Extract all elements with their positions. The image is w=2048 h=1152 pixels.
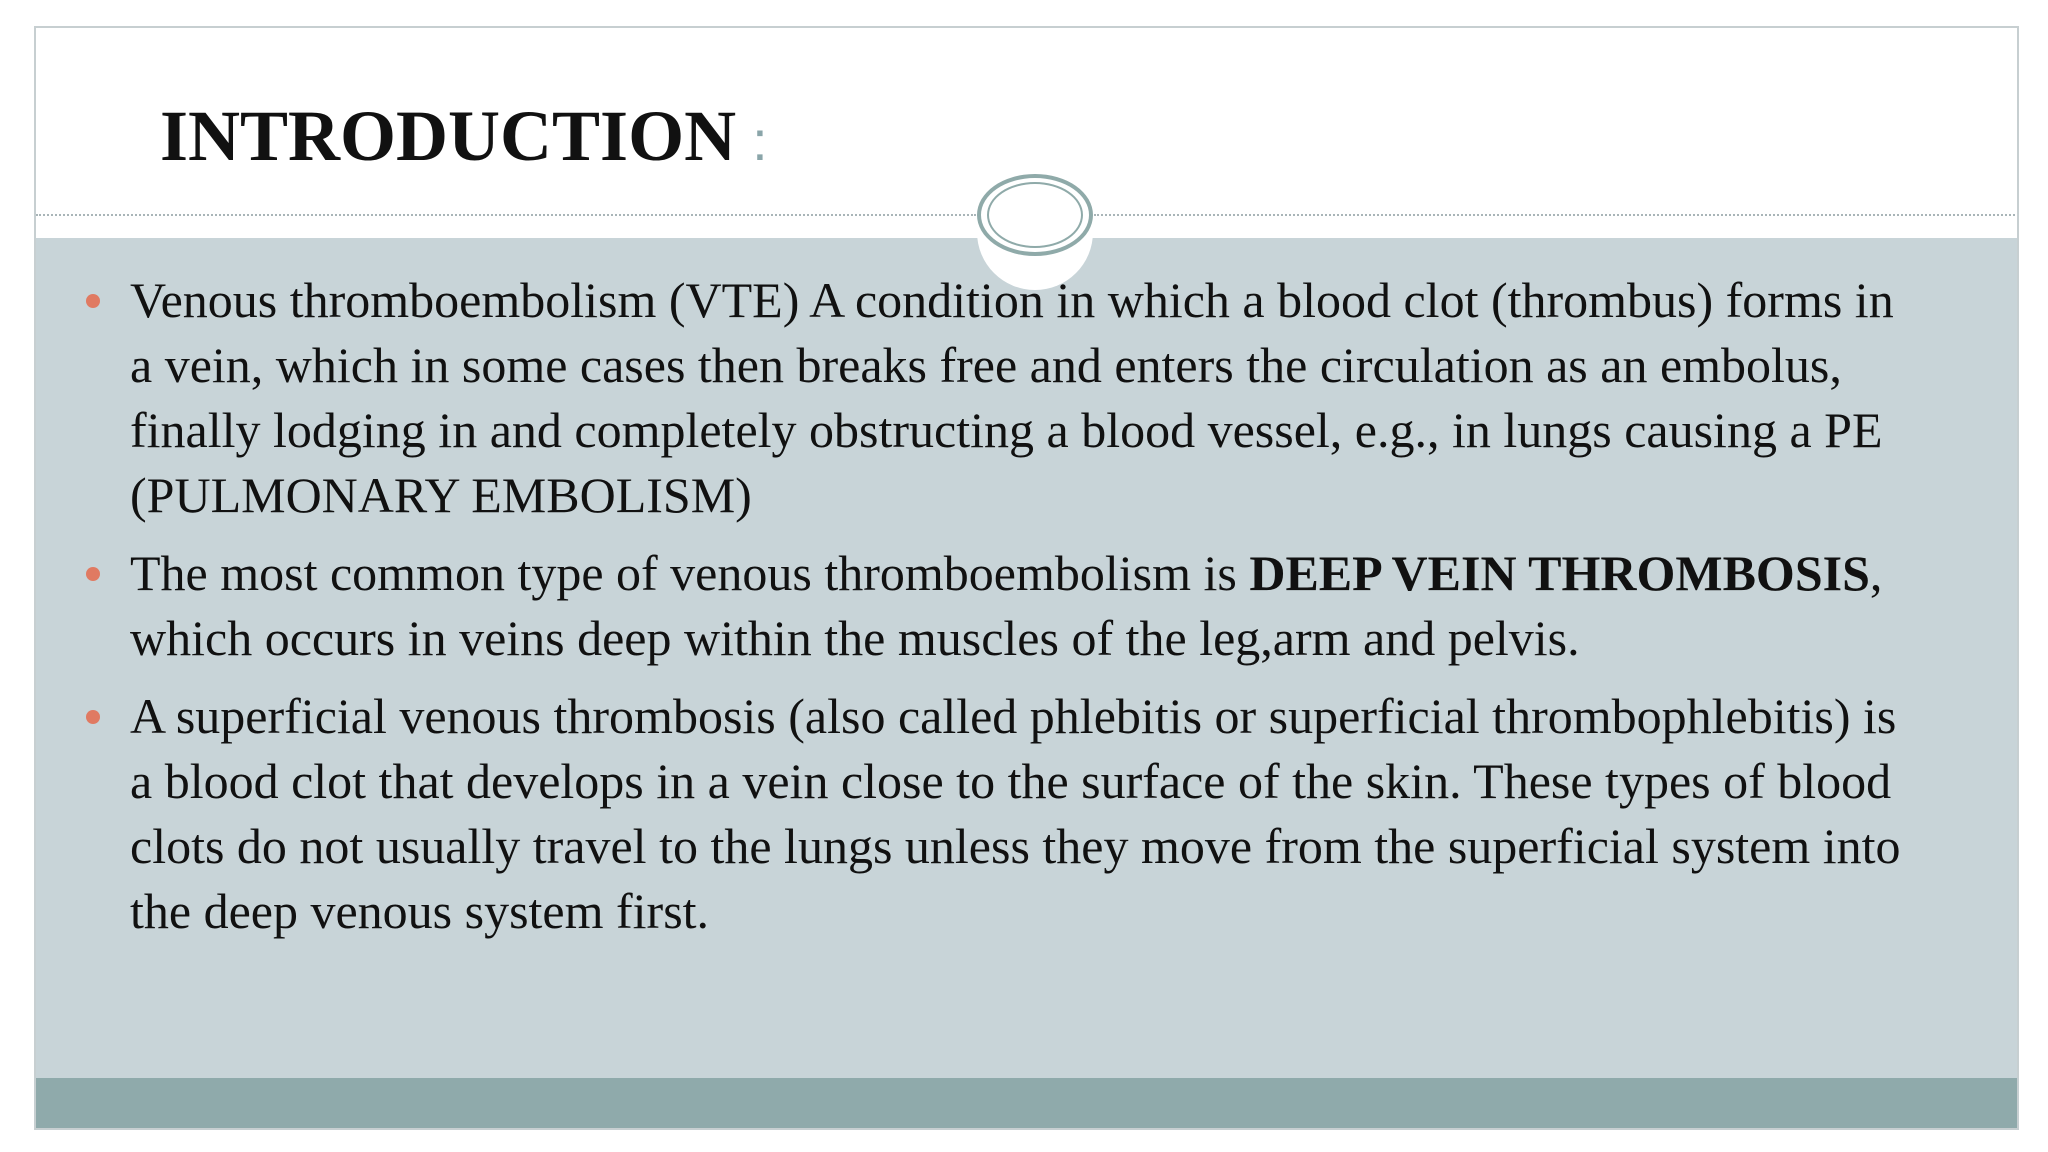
bullet-dot-icon — [86, 294, 100, 308]
bullet-text: Venous thromboembolism (VTE) A condition in which a blood clot (thrombus) forms in a vein, which in some cases then breaks free and enters the circulation as an embolus, finally lodging in and completely obstructing a blood vessel, e.g., in lungs causing a PE (PULMONARY EMBOLISM) — [130, 272, 1894, 523]
bullet-text-after: , which occurs in veins deep within the muscles of the leg,arm and pelvis. — [130, 545, 1883, 666]
bullet-item-dvt — [36, 541, 1916, 671]
bullet-text-before: The most common type of venous thromboembolism is — [130, 545, 1250, 601]
bullet-text: A superficial venous thrombosis (also called phlebitis or superficial thrombophlebitis) is a blood clot that develops in a vein close to the surface of the skin. These types of blood clots do not usually travel to the lungs unless they move from the superficial system into the deep venous system first. — [130, 688, 1901, 939]
title-colon: : — [752, 109, 768, 172]
bullet-list — [36, 268, 2017, 957]
bullet-item-vte — [36, 268, 1916, 528]
divider-line-left — [36, 214, 976, 216]
bullet-item-superficial — [36, 684, 1916, 944]
ring-ornament-inner-icon — [987, 182, 1083, 248]
bullet-text-bold: DEEP VEIN THROMBOSIS — [1249, 545, 1870, 601]
divider-line-right — [1094, 214, 2019, 216]
slide-title — [160, 96, 768, 176]
bullet-dot-icon — [86, 567, 100, 581]
title-text: INTRODUCTION — [160, 96, 737, 176]
bullet-dot-icon — [86, 710, 100, 724]
footer-band — [36, 1078, 2017, 1130]
slide — [34, 26, 2019, 1130]
